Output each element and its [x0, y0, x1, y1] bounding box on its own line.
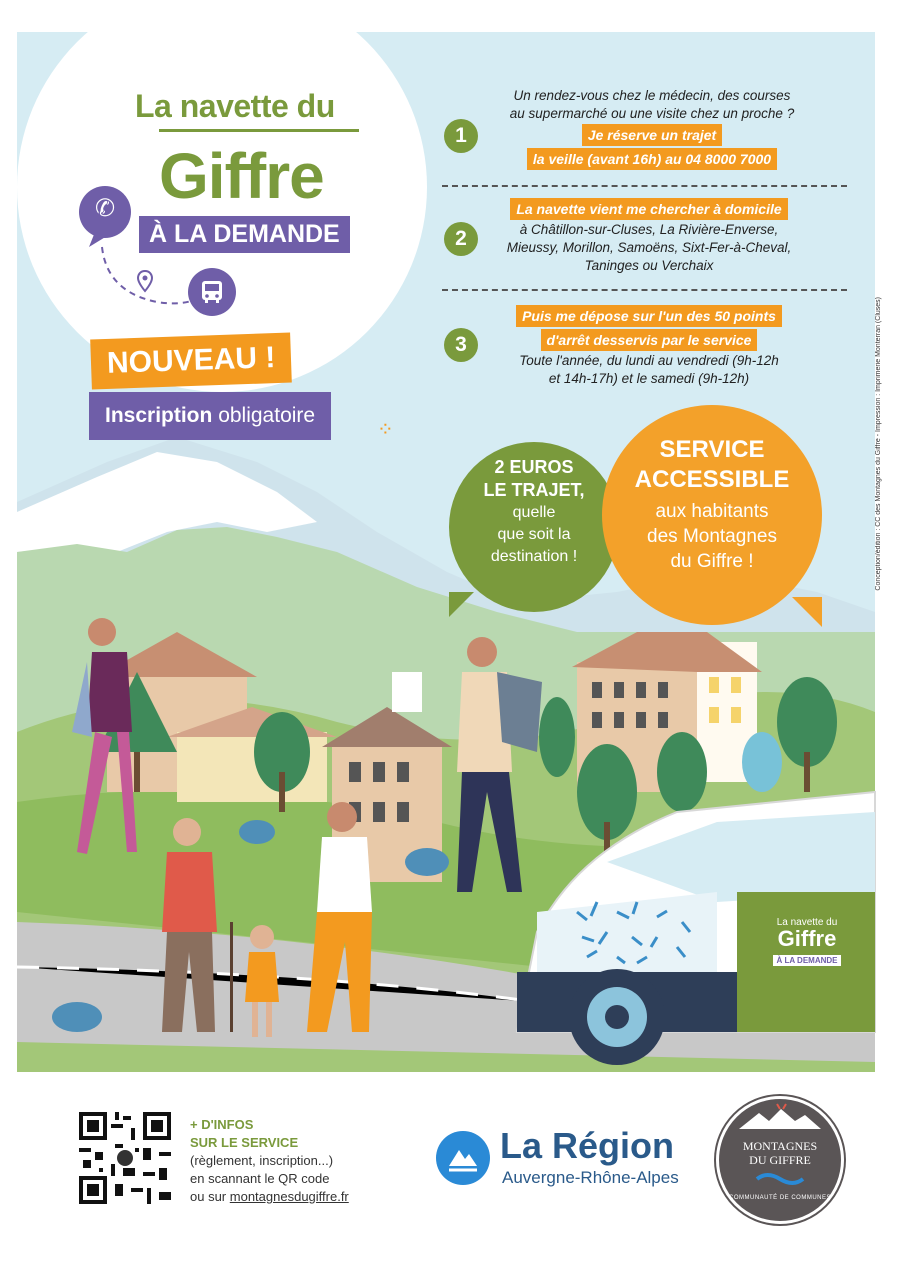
- website-link[interactable]: montagnesdugiffre.fr: [229, 1189, 349, 1204]
- price-bold-line: 2 EUROS: [494, 457, 574, 477]
- credit-text: Conception/édition : CC des Montagnes du Giffre - Impression : Imprimerie Monterran (Cluses): [875, 297, 882, 591]
- step-3-text: [479, 304, 819, 388]
- qr-code-icon[interactable]: [75, 1108, 175, 1208]
- step-3-highlight: Puis me dépose sur l'un des 50 points: [516, 305, 782, 327]
- poster: [17, 32, 882, 1072]
- step-1-highlight: la veille (avant 16h) au 04 8000 7000: [527, 148, 777, 170]
- nouveau-badge: NOUVEAU !: [90, 333, 292, 390]
- access-line: aux habitants: [655, 501, 769, 522]
- infos-title-line: + D'INFOS: [190, 1117, 254, 1132]
- region-sub: Auvergne-Rhône-Alpes: [502, 1168, 679, 1187]
- river-icon: [755, 1171, 805, 1187]
- step-3-number: 3: [444, 328, 478, 362]
- inscription-banner: [89, 392, 331, 440]
- title-rule: [159, 129, 359, 132]
- step-2-text: [479, 197, 819, 275]
- step-3-detail-line: Toute l'année, du lundi au vendredi (9h-12h: [519, 353, 779, 368]
- infos-text-line: ou sur: [190, 1189, 227, 1204]
- footer: [0, 1090, 900, 1273]
- step-1-intro-line: Un rendez-vous chez le médecin, des courses: [513, 88, 791, 103]
- access-line: du Giffre !: [670, 551, 754, 572]
- van-logo-line1: La navette du: [776, 917, 838, 928]
- infos-text-line: en scannant le QR code: [190, 1171, 330, 1186]
- step-2-highlight: La navette vient me chercher à domicile: [510, 198, 787, 220]
- bus-icon: [199, 279, 225, 305]
- step-3-highlight: d'arrêt desservis par le service: [541, 329, 758, 351]
- step-2-number: 2: [444, 222, 478, 256]
- van-logo-line2: Giffre: [777, 926, 837, 951]
- montagnes-line2: DU GIFFRE: [749, 1153, 811, 1167]
- step-2-detail-line: Taninges ou Verchaix: [584, 258, 714, 273]
- montagnes-peaks-icon: [739, 1107, 821, 1129]
- region-logo-icon: [435, 1130, 491, 1186]
- step-1-number: 1: [444, 119, 478, 153]
- access-bold-line: ACCESSIBLE: [634, 466, 790, 493]
- price-bubble-tail: [449, 592, 474, 617]
- location-pin-icon: [137, 270, 153, 292]
- divider: [442, 185, 847, 187]
- infos-text-line: (règlement, inscription...): [190, 1153, 334, 1168]
- step-1-highlight: Je réserve un trajet: [582, 124, 722, 146]
- access-bubble-tail: [792, 597, 822, 627]
- region-name: La Région: [500, 1125, 675, 1166]
- title-line-1: La navette du: [135, 88, 335, 124]
- price-bubble: [449, 442, 619, 612]
- price-bold-line: LE TRAJET,: [483, 480, 585, 500]
- infos-title-line: SUR LE SERVICE: [190, 1135, 299, 1150]
- inscription-bold: Inscription: [105, 404, 213, 427]
- infos-block: [190, 1116, 349, 1206]
- van-logo: [742, 917, 872, 968]
- montagnes-logo-icon: [716, 1096, 844, 1224]
- access-bubble: [602, 405, 822, 625]
- inscription-rest: obligatoire: [218, 404, 316, 427]
- montagnes-ring: COMMUNAUTÉ DE COMMUNES: [729, 1195, 831, 1201]
- access-line: des Montagnes: [647, 526, 777, 547]
- price-line: destination !: [490, 548, 578, 565]
- divider: [442, 289, 847, 291]
- step-2-detail-line: à Châtillon-sur-Cluses, La Rivière-Enverse,: [519, 222, 779, 237]
- sparkle-icon: ⁘: [377, 419, 394, 441]
- step-2-detail-line: Mieussy, Morillon, Samoëns, Sixt-Fer-à-Cheval,: [506, 240, 792, 255]
- title-a-la-demande: À LA DEMANDE: [139, 216, 350, 253]
- step-1-text: [487, 87, 817, 171]
- step-3-detail-line: et 14h-17h) et le samedi (9h-12h): [548, 371, 750, 386]
- price-line: que soit la: [497, 526, 571, 543]
- van-logo-line3: À LA DEMANDE: [773, 955, 840, 966]
- price-line: quelle: [512, 504, 556, 521]
- title-giffre: Giffre: [159, 140, 324, 212]
- montagnes-line1: MONTAGNES: [742, 1139, 818, 1153]
- phone-icon: ✆: [94, 195, 116, 222]
- access-bold-line: SERVICE: [659, 436, 765, 463]
- step-1-intro-line: au supermarché ou une visite chez un proche ?: [509, 106, 795, 121]
